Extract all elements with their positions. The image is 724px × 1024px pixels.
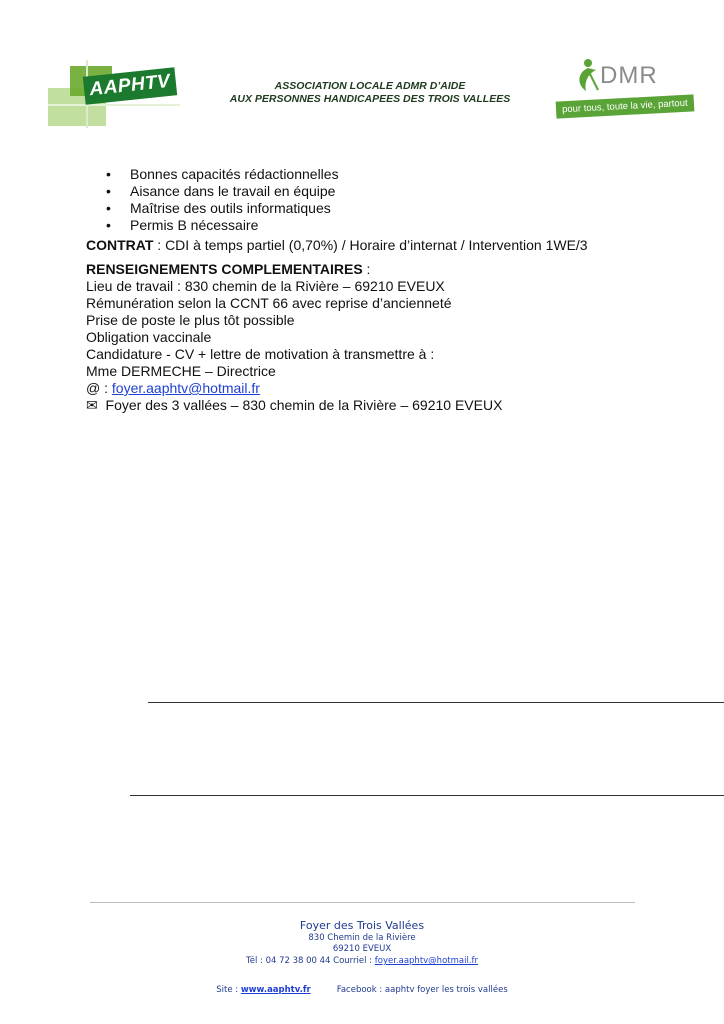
bullet-icon: • xyxy=(106,183,111,199)
postal-address: Foyer des 3 vallées – 830 chemin de la Rivière – 69210 EVEUX xyxy=(105,397,503,413)
info-heading-label: RENSEIGNEMENTS COMPLEMENTAIRES xyxy=(86,261,363,277)
list-item xyxy=(86,217,686,234)
info-line-salary: Rémunération selon la CCNT 66 avec reprise d’ancienneté xyxy=(86,295,452,311)
list-item xyxy=(86,200,686,217)
list-item xyxy=(86,166,686,183)
divider-line xyxy=(130,795,724,796)
association-title-line1: ASSOCIATION LOCALE ADMR D’AIDE xyxy=(274,80,466,92)
aaphtv-logo-text: AAPHTV xyxy=(83,67,177,104)
footer-name: Foyer des Trois Vallées xyxy=(299,919,425,932)
info-line-vaccine: Obligation vaccinale xyxy=(86,329,212,345)
contract-label: CONTRAT xyxy=(86,237,154,253)
admr-leaf-icon xyxy=(574,58,602,92)
footer-contact xyxy=(0,956,724,967)
list-item-text: Maîtrise des outils informatiques xyxy=(130,200,331,216)
envelope-icon: ✉ xyxy=(86,397,98,413)
footer-email-link[interactable]: foyer.aaphtv@hotmail.fr xyxy=(374,956,479,966)
info-line-start: Prise de poste le plus tôt possible xyxy=(86,312,295,328)
admr-tagline: pour tous, toute la vie, partout xyxy=(556,94,694,118)
aaphtv-logo xyxy=(48,60,183,130)
contract-text: : CDI à temps partiel (0,70%) / Horaire d’internat / Intervention 1WE/3 xyxy=(153,237,588,253)
info-heading-suffix: : xyxy=(362,261,371,277)
list-item-text: Aisance dans le travail en équipe xyxy=(130,183,336,199)
logo-horizontal-line xyxy=(48,104,180,106)
admr-logo xyxy=(552,56,698,122)
info-line-application: Candidature - CV + lettre de motivation à transmettre à : xyxy=(86,346,435,362)
bullet-icon: • xyxy=(106,166,111,182)
requirements-list xyxy=(86,166,686,234)
footer-web xyxy=(0,985,724,995)
info-line-contact: Mme DERMECHE – Directrice xyxy=(86,363,276,379)
association-title xyxy=(195,80,545,106)
list-item-text: Permis B nécessaire xyxy=(130,217,259,233)
email-link[interactable]: foyer.aaphtv@hotmail.fr xyxy=(111,380,260,396)
footer-divider xyxy=(90,902,635,903)
email-line xyxy=(86,380,686,397)
list-item-text: Bonnes capacités rédactionnelles xyxy=(130,166,339,182)
association-title-line2: AUX PERSONNES HANDICAPEES DES TROIS VALLEES xyxy=(229,93,511,105)
footer-address2: 69210 EVEUX xyxy=(332,944,392,954)
bullet-icon: • xyxy=(106,200,111,216)
info-section xyxy=(86,261,686,414)
footer-tel: Tél : 04 72 38 00 44 Courriel : xyxy=(245,956,375,966)
admr-logo-text: DMR xyxy=(600,62,658,89)
footer-facebook: Facebook : aaphtv foyer les trois vallées xyxy=(336,985,508,995)
footer-site-link[interactable]: www.aaphtv.fr xyxy=(240,985,311,995)
divider-line xyxy=(148,702,724,703)
main-content xyxy=(86,166,686,414)
footer xyxy=(0,919,724,995)
contract-line xyxy=(86,237,686,254)
footer-address1: 830 Chemin de la Rivière xyxy=(308,933,416,943)
email-prefix: @ : xyxy=(86,380,112,396)
postal-line xyxy=(86,397,686,414)
bullet-icon: • xyxy=(106,217,111,233)
list-item xyxy=(86,183,686,200)
footer-site-label: Site : xyxy=(216,985,241,995)
info-heading xyxy=(86,261,686,278)
info-line-workplace: Lieu de travail : 830 chemin de la Rivière – 69210 EVEUX xyxy=(86,278,445,294)
